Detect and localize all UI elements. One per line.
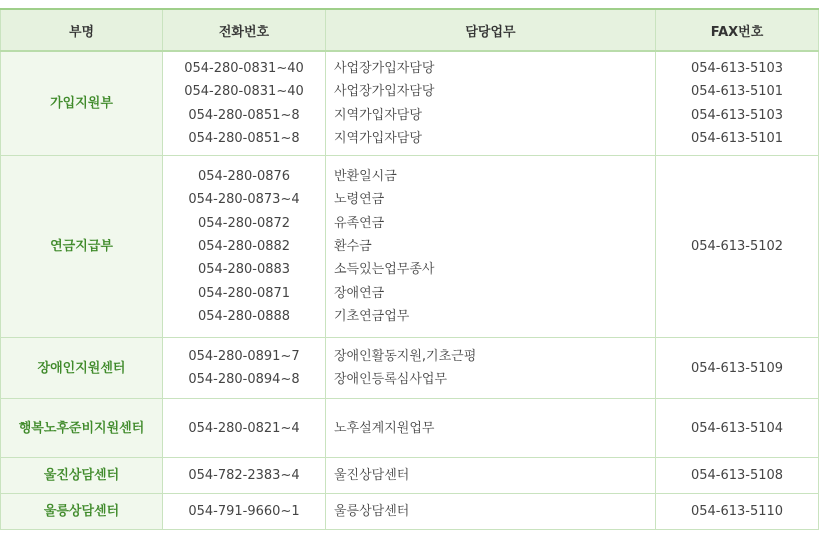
fax-number: 054-613-5108 <box>690 468 784 484</box>
phone-cell <box>163 338 326 399</box>
phone-number: 054-280-0888 <box>197 308 291 324</box>
header-fax: FAX번호 <box>656 9 819 51</box>
duty-text: 장애연금 <box>334 285 385 301</box>
phone-number: 054-782-2383~4 <box>188 468 300 484</box>
dept-name: 행복노후준비지원센터 <box>1 399 163 458</box>
phone-number: 054-280-0851~8 <box>188 130 300 146</box>
table-row <box>1 51 819 156</box>
phone-number: 054-791-9660~1 <box>188 504 300 520</box>
duty-text: 지역가입자담당 <box>334 130 422 146</box>
fax-cell <box>656 399 819 458</box>
fax-cell <box>656 156 819 338</box>
department-contact-table <box>0 8 819 530</box>
phone-number: 054-280-0831~40 <box>184 84 304 100</box>
table-row <box>1 156 819 338</box>
phone-number: 054-280-0873~4 <box>188 192 300 208</box>
phone-number: 054-280-0871 <box>197 285 291 301</box>
duty-text: 장애인등록심사업무 <box>334 372 448 388</box>
duty-cell <box>326 494 656 530</box>
fax-number: 054-613-5101 <box>690 130 784 146</box>
phone-cell <box>163 51 326 156</box>
duty-cell <box>326 458 656 494</box>
phone-number: 054-280-0872 <box>197 215 291 231</box>
duty-text: 장애인활동지원,기초근평 <box>334 348 477 364</box>
phone-cell <box>163 494 326 530</box>
duty-text: 반환일시금 <box>334 169 397 185</box>
fax-number: 054-613-5110 <box>690 504 784 520</box>
dept-name: 울진상담센터 <box>1 458 163 494</box>
phone-number: 054-280-0891~7 <box>188 348 300 364</box>
duty-text: 노령연금 <box>334 192 385 208</box>
duty-text: 기초연금업무 <box>334 308 410 324</box>
phone-number: 054-280-0894~8 <box>188 372 300 388</box>
duty-cell <box>326 338 656 399</box>
table-row <box>1 458 819 494</box>
duty-cell <box>326 399 656 458</box>
header-duty: 담당업무 <box>326 9 656 51</box>
duty-text: 유족연금 <box>334 215 385 231</box>
phone-number: 054-280-0821~4 <box>188 420 300 436</box>
fax-number: 054-613-5103 <box>690 107 784 123</box>
table-row <box>1 399 819 458</box>
phone-number: 054-280-0851~8 <box>188 107 300 123</box>
duty-cell <box>326 51 656 156</box>
table-row <box>1 338 819 399</box>
table-header-row <box>1 9 819 51</box>
duty-text: 환수금 <box>334 239 372 255</box>
fax-number: 054-613-5109 <box>690 360 784 376</box>
duty-cell <box>326 156 656 338</box>
phone-cell <box>163 399 326 458</box>
fax-cell <box>656 458 819 494</box>
fax-number: 054-613-5101 <box>690 84 784 100</box>
duty-text: 울릉상담센터 <box>334 504 410 520</box>
dept-name: 장애인지원센터 <box>1 338 163 399</box>
fax-number: 054-613-5104 <box>690 420 784 436</box>
dept-name: 연금지급부 <box>1 156 163 338</box>
phone-number: 054-280-0876 <box>197 169 291 185</box>
header-dept: 부명 <box>1 9 163 51</box>
phone-number: 054-280-0883 <box>197 262 291 278</box>
fax-cell <box>656 494 819 530</box>
fax-number: 054-613-5102 <box>690 239 784 255</box>
phone-number: 054-280-0831~40 <box>184 61 304 76</box>
phone-number: 054-280-0882 <box>197 239 291 255</box>
duty-text: 지역가입자담당 <box>334 107 422 123</box>
table-row <box>1 494 819 530</box>
dept-name: 가입지원부 <box>1 51 163 156</box>
fax-number: 054-613-5103 <box>690 61 784 76</box>
duty-text: 사업장가입자담당 <box>334 84 435 100</box>
duty-text: 소득있는업무종사 <box>334 262 435 278</box>
dept-name: 울릉상담센터 <box>1 494 163 530</box>
duty-text: 노후설계지원업무 <box>334 420 435 436</box>
fax-cell <box>656 338 819 399</box>
fax-cell <box>656 51 819 156</box>
duty-text: 울진상담센터 <box>334 468 410 484</box>
header-phone: 전화번호 <box>163 9 326 51</box>
phone-cell <box>163 458 326 494</box>
duty-text: 사업장가입자담당 <box>334 61 435 76</box>
phone-cell <box>163 156 326 338</box>
